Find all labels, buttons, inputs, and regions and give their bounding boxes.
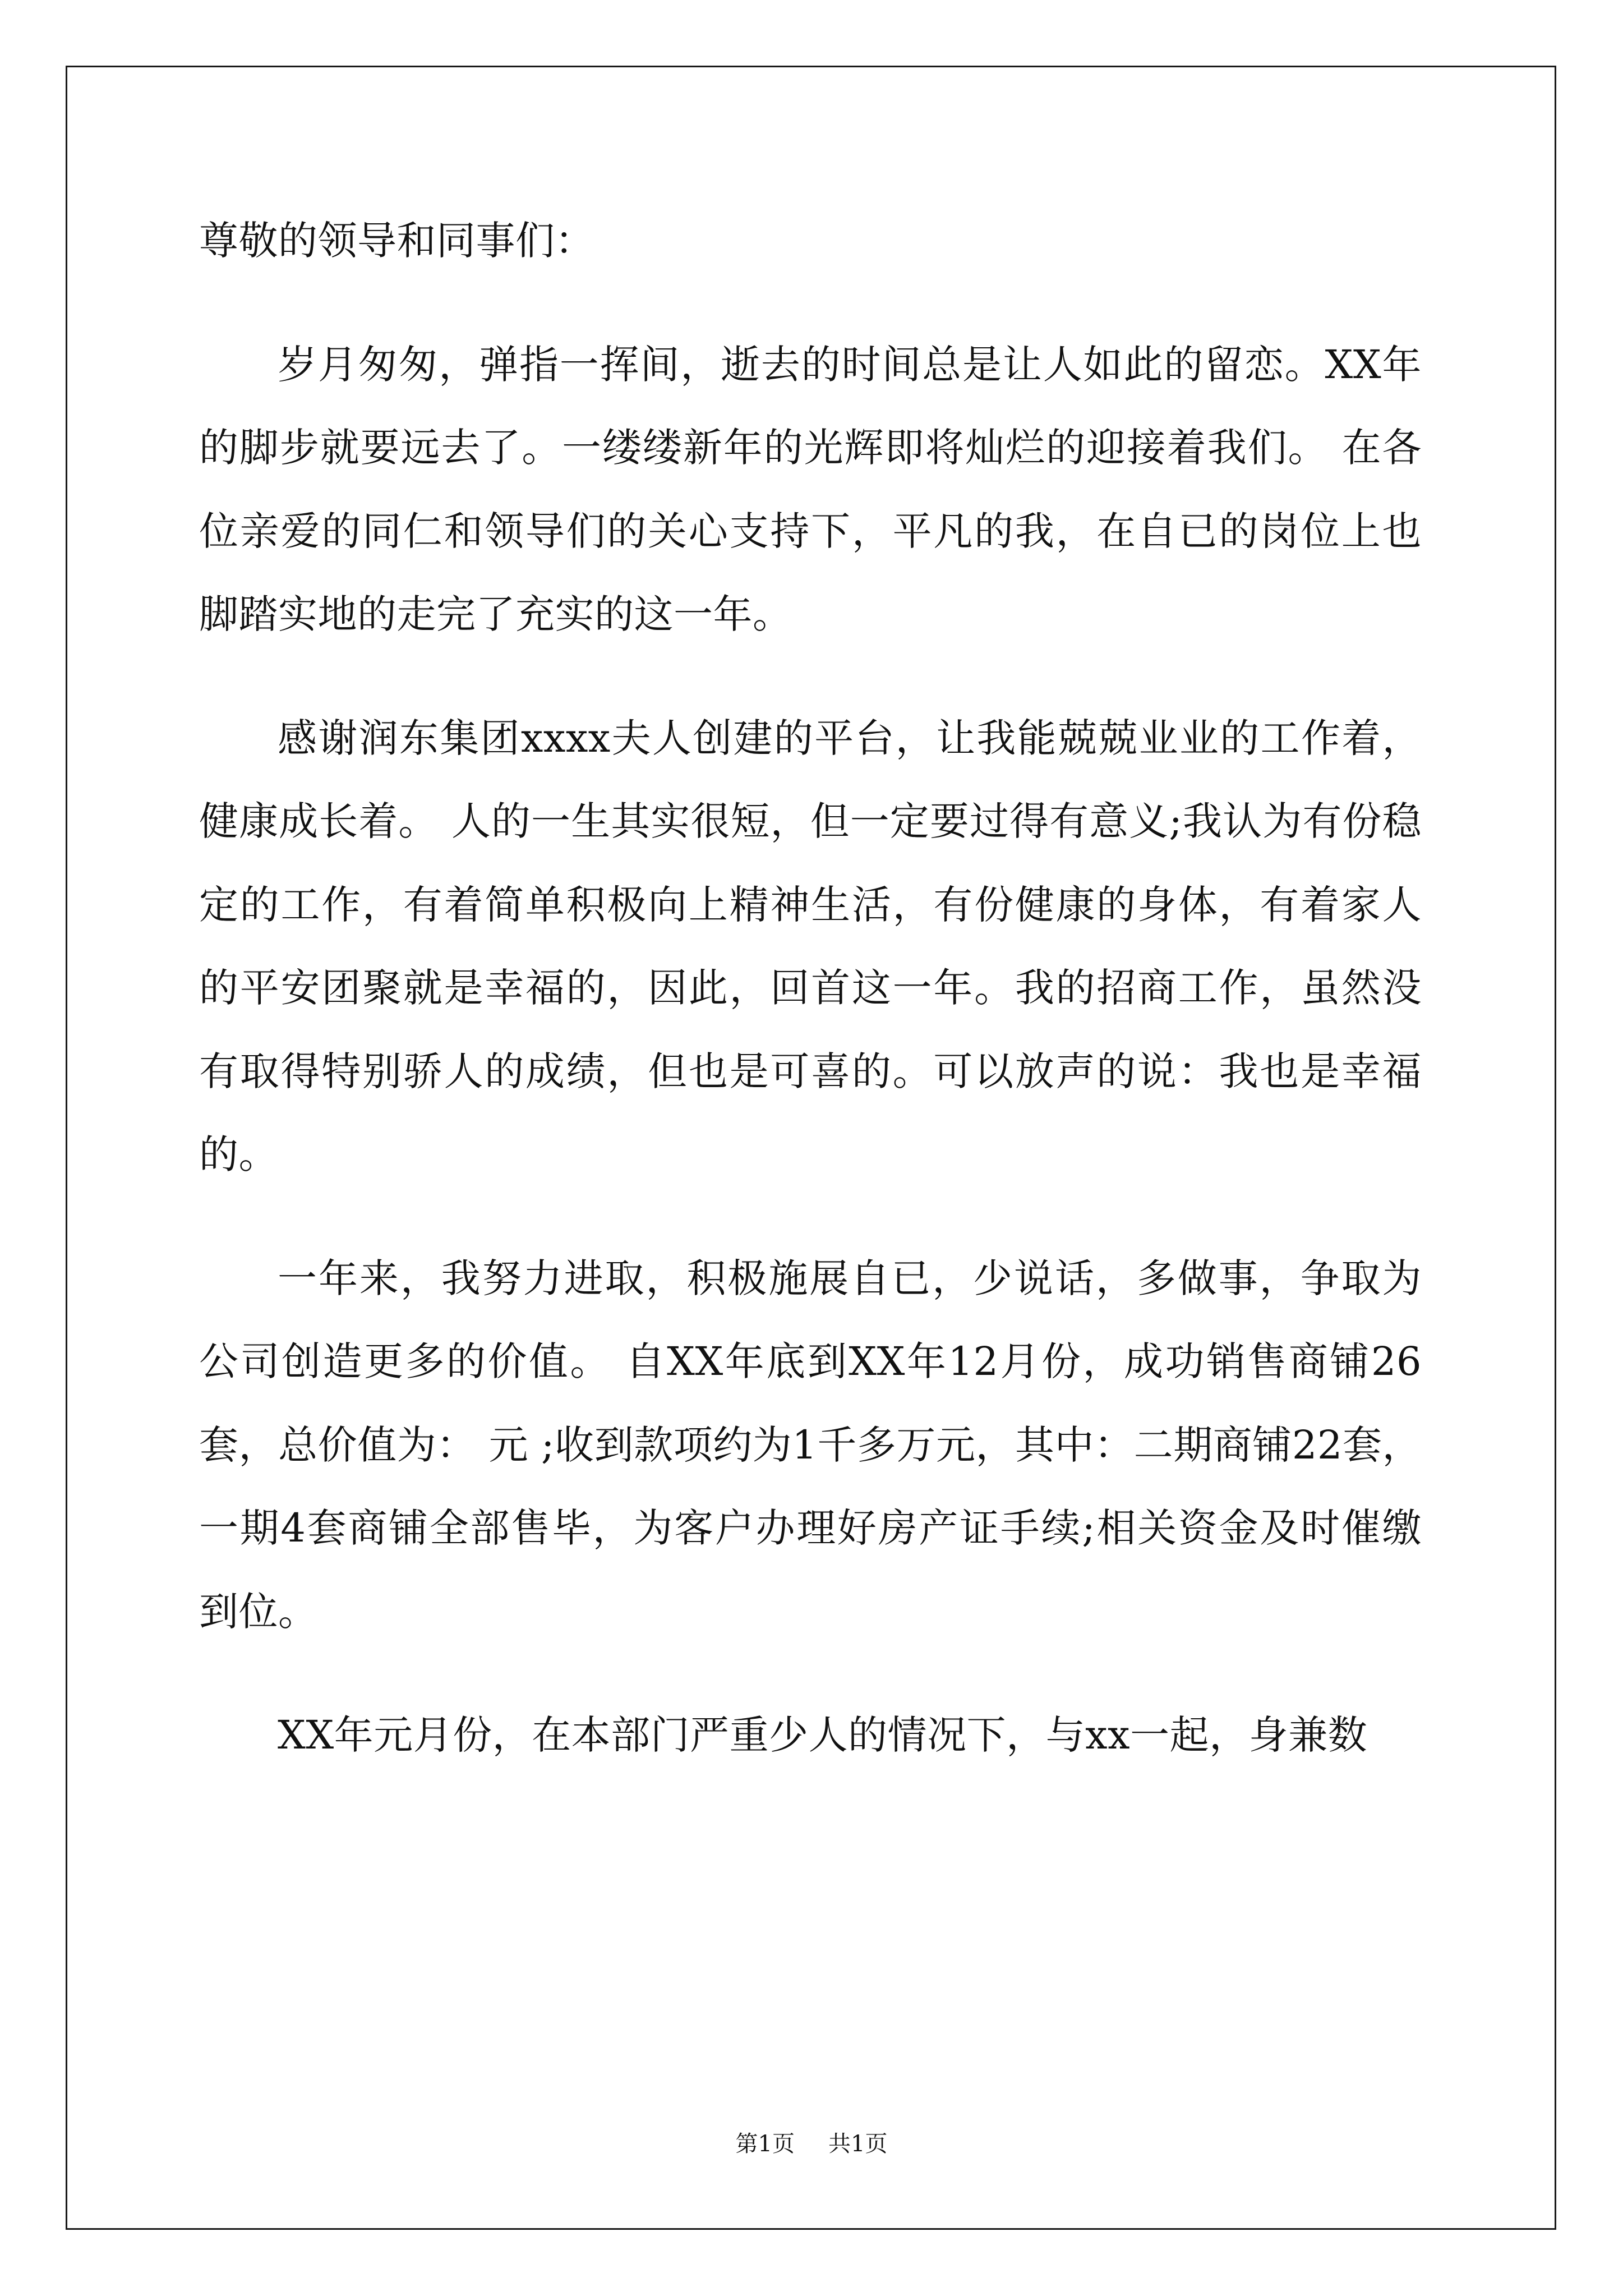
paragraph-1: 岁月匆匆，弹指一挥间，逝去的时间总是让人如此的留恋。XX年的脚步就要远去了。一缕缕新年的光辉即将灿烂的迎接着我们。 在各位亲爱的同仁和领导们的关心支持下，平凡的我，在自已的岗位上也脚踏实地的走完了充实的这一年。 — [199, 341, 1422, 637]
paragraph-4: XX年元月份，在本部门严重少人的情况下，与xx一起，身兼数 — [278, 1712, 1368, 1758]
page-total: 共1页 — [828, 2131, 888, 2157]
paragraph-2: 感谢润东集团xxxx夫人创建的平台，让我能兢兢业业的工作着，健康成长着。 人的一生其实很短，但一定要过得有意义;我认为有份稳定的工作，有着简单积极向上精神生活，有份健康的身体，有着家人的平安团聚就是幸福的，因此，回首这一年。我的招商工作，虽然没有取得特别骄人的成绩，但也是可喜的。可以放声的说：我也是幸福的。 — [199, 715, 1422, 1177]
document-body — [199, 199, 1422, 1818]
page-number: 第1页 — [735, 2131, 795, 2157]
page-footer — [0, 2126, 1623, 2158]
paragraph-3: 一年来，我努力进取，积极施展自已，少说话，多做事，争取为公司创造更多的价值。 自XX年底到XX年12月份，成功销售商铺26套，总价值为： 元 ;收到款项约为1千多万元，其中：二期商铺22套，一期4套商铺全部售毕，为客户办理好房产证手续;相关资金及时催缴到位。 — [199, 1255, 1422, 1635]
greeting: 尊敬的领导和同事们： — [199, 218, 594, 264]
